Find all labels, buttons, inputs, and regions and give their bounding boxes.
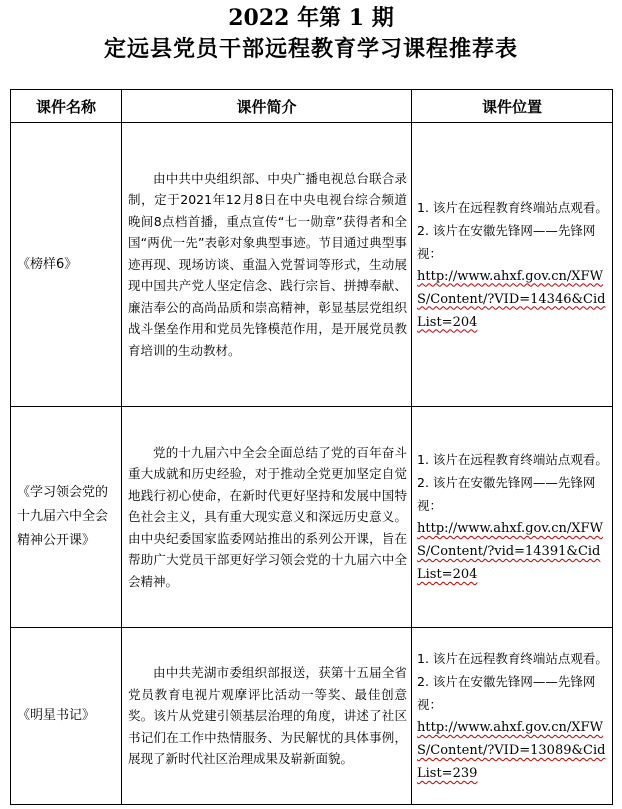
course-intro: 由中共中央组织部、中央广播电视总台联合录制，定于2021年12月8日在中央电视台综合频道晚间8点档首播，重点宣传“七一勋章”获得者和全国“两优一先”表彰对象典型事迹。节目通过典型事迹再现、现场访谈、重温入党誓词等形式，生动展现中国共产党人坚定信念、践行宗旨、拼搏奉献、廉洁奉公的高尚品质和崇高精神，彰显基层党组织战斗堡垒作用和党员先锋模范作用，是开展党员教育培训的生动教材。 (122, 123, 412, 407)
location-terminal: 1. 该片在远程教育终端站点观看。 (417, 452, 608, 467)
course-location (412, 407, 613, 628)
location-terminal: 1. 该片在远程教育终端站点观看。 (417, 199, 608, 215)
title-main: 定远县党员干部远程教育学习课程推荐表 (103, 36, 518, 62)
column-header-name: 课件名称 (11, 90, 122, 123)
course-link[interactable]: http://www.ahxf.gov.cn/XFWS/Content/?vid=14391&CidList=204 (417, 521, 603, 582)
course-table (10, 89, 613, 805)
column-header-location: 课件位置 (412, 90, 613, 123)
course-name: 《学习领会党的十九届六中全会精神公开课》 (11, 407, 122, 628)
column-header-intro: 课件简介 (122, 90, 412, 123)
course-link[interactable]: http://www.ahxf.gov.cn/XFWS/Content/?VID=13089&CidList=239 (417, 720, 606, 781)
course-name: 《明星书记》 (11, 628, 122, 805)
course-intro: 党的十九届六中全会全面总结了党的百年奋斗重大成就和历史经验，对于推动全党更加坚定自觉地践行初心使命，在新时代更好坚持和发展中国特色社会主义，具有重大现实意义和深远历史意义。由中央纪委国家监委网站推出的系列公开课，旨在帮助广大党员干部更好学习领会党的十九届六中全会精神。 (122, 407, 412, 628)
title-issue: 2022 年第 1 期 (228, 5, 394, 31)
course-name: 《榜样6》 (11, 123, 122, 407)
course-location (412, 628, 613, 805)
table-row (11, 123, 613, 407)
course-location (412, 123, 613, 407)
location-website: 2. 该片在安徽先锋网——先锋网视： (417, 222, 596, 261)
location-website: 2. 该片在安徽先锋网——先锋网视： (417, 475, 596, 513)
course-intro: 由中共芜湖市委组织部报送，获第十五届全省党员教育电视片观摩评比活动一等奖、最佳创意奖。该片从党建引领基层治理的角度，讲述了社区书记们在工作中热情服务、为民解忧的具体事例，展现了新时代社区治理成果及崭新面貌。 (122, 628, 412, 805)
table-row (11, 628, 613, 805)
course-link[interactable]: http://www.ahxf.gov.cn/XFWS/Content/?VID=14346&CidList=204 (417, 268, 606, 330)
location-terminal: 1. 该片在远程教育终端站点观看。 (417, 651, 608, 666)
table-row (11, 407, 613, 628)
location-website: 2. 该片在安徽先锋网——先锋网视： (417, 674, 596, 712)
table-header-row (11, 90, 613, 123)
